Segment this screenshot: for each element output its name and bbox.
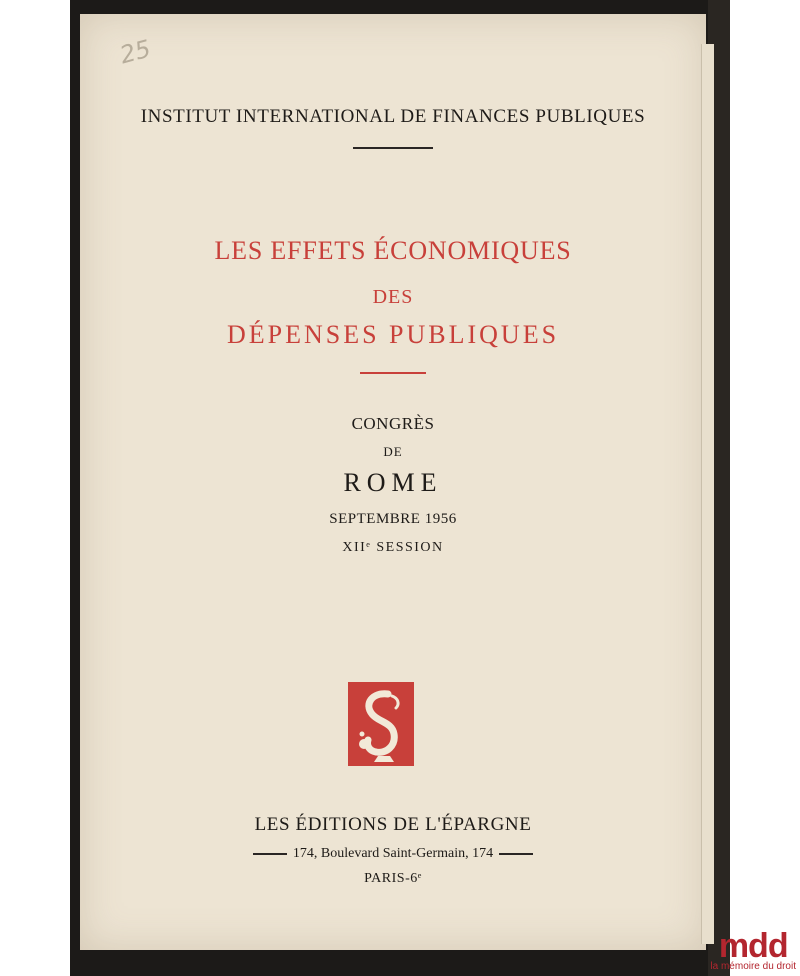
title-divider <box>360 372 426 374</box>
address-dash-left <box>253 853 287 855</box>
institute-name: INSTITUT INTERNATIONAL DE FINANCES PUBLIQUES <box>140 106 646 127</box>
congress-date: SEPTEMBRE 1956 <box>329 511 457 527</box>
address-text: 174, Boulevard Saint-Germain, 174 <box>292 846 494 861</box>
publisher-city: PARIS-6ᵉ <box>364 871 422 886</box>
publisher-address <box>80 846 706 862</box>
congress-label: CONGRÈS <box>351 414 435 433</box>
squirrel-logo-icon <box>348 682 414 766</box>
title-line-2: DES <box>372 286 414 308</box>
address-dash-right <box>499 853 533 855</box>
watermark <box>710 929 796 972</box>
congress-de: DE <box>383 444 403 459</box>
mdd-logo: mdd <box>718 927 788 965</box>
publisher-name: LES ÉDITIONS DE L'ÉPARGNE <box>254 814 532 835</box>
congress-session: XIIᵉ SESSION <box>342 540 444 555</box>
title-line-3: DÉPENSES PUBLIQUES <box>226 320 560 349</box>
congress-city: ROME <box>343 468 443 497</box>
book-cover <box>80 14 706 950</box>
title-line-1: LES EFFETS ÉCONOMIQUES <box>214 236 572 265</box>
scan-background <box>70 0 730 976</box>
watermark-text: la mémoire du droit <box>710 961 796 972</box>
institute-divider <box>353 147 433 149</box>
pencil-note: 25 <box>116 34 154 70</box>
